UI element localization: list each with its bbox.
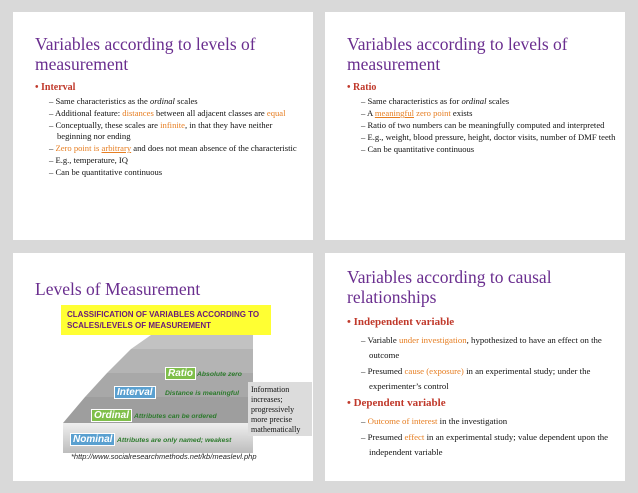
bullet-item: – E.g., weight, blood pressure, height, doctor visits, number of DMF teeth <box>347 132 617 143</box>
slide-title: Levels of Measurement <box>35 279 201 299</box>
bullet-list <box>347 82 617 156</box>
bullet-item: – Same characteristics as the ordinal scales <box>35 96 305 107</box>
slide-title: Variables according to levels of measurement <box>347 34 568 74</box>
bullet-item: – Ratio of two numbers can be meaningfully computed and interpreted <box>347 120 617 131</box>
level-interval: Interval <box>114 386 156 399</box>
bullet-heading-independent: • Independent variable <box>347 315 617 330</box>
level-ordinal-desc: Attributes can be ordered <box>134 413 217 420</box>
level-ratio-desc: Absolute zero <box>197 371 242 378</box>
level-nominal-desc: Attributes are only named; weakest <box>117 437 232 444</box>
slide-causal-relationships <box>325 253 625 481</box>
bullet-item: – Presumed cause (exposure) in an experimental study; under the experimenter’s control <box>347 364 617 394</box>
level-nominal: Nominal <box>70 433 115 446</box>
bullet-item: – Presumed effect in an experimental study; value dependent upon the independent variable <box>347 430 617 460</box>
bullet-item: – Can be quantitative continuous <box>35 167 305 178</box>
bullet-item: – A meaningful zero point exists <box>347 108 617 119</box>
level-ordinal: Ordinal <box>91 409 132 422</box>
slide-interval <box>13 12 313 240</box>
bullet-heading: • Interval <box>35 82 305 93</box>
bullet-item: – Additional feature: distances between all adjacent classes are equal <box>35 108 305 119</box>
information-note: Information increases; progressively more precise mathematically <box>248 382 312 436</box>
slide-title: Variables according to levels of measurement <box>35 34 256 74</box>
bullet-list <box>347 313 617 461</box>
slide-ratio <box>325 12 625 240</box>
bullet-item: – E.g., temperature, IQ <box>35 155 305 166</box>
level-interval-desc: Distance is meaningful <box>165 390 240 397</box>
slide-title: Variables according to causal relationships <box>347 267 552 307</box>
bullet-list <box>35 82 305 179</box>
bullet-item: – Outcome of interest in the investigation <box>347 414 617 429</box>
bullet-item: – Variable under investigation, hypothesized to have an effect on the outcome <box>347 333 617 363</box>
slide-levels-of-measurement <box>13 253 313 481</box>
bullet-item: – Can be quantitative continuous <box>347 144 617 155</box>
bullet-item: – Same characteristics as for ordinal scales <box>347 96 617 107</box>
level-ratio: Ratio <box>165 367 196 380</box>
source-link[interactable]: *http://www.socialresearchmethods.net/kb/measlevl.php <box>71 452 257 461</box>
bullet-heading-dependent: • Dependent variable <box>347 396 617 411</box>
bullet-item: – Conceptually, these scales are infinite, in that they have neither beginning nor ending <box>35 120 305 142</box>
bullet-item: – Zero point is arbitrary and does not mean absence of the characteristic <box>35 143 305 154</box>
classification-box: CLASSIFICATION OF VARIABLES ACCORDING TO SCALES/LEVELS OF MEASUREMENT <box>61 305 271 335</box>
bullet-heading: • Ratio <box>347 82 617 93</box>
